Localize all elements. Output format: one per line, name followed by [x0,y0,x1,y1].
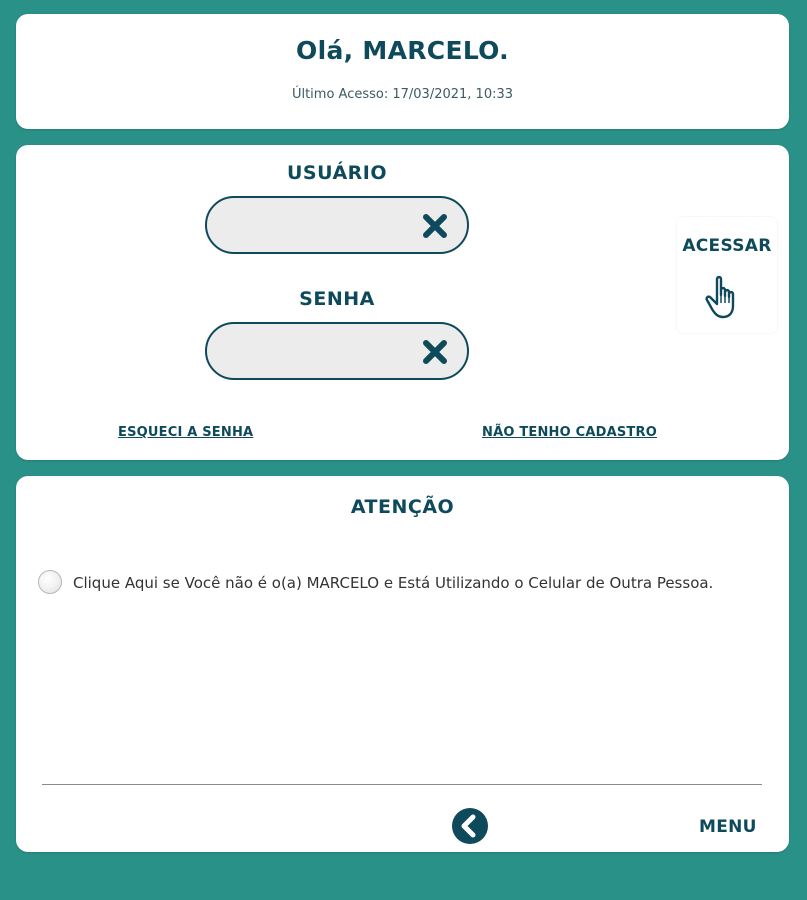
back-chevron-icon[interactable] [451,807,489,845]
access-button[interactable] [677,217,777,333]
forgot-password-link[interactable]: ESQUECI A SENHA [118,425,254,440]
hand-pointer-icon [704,275,748,321]
access-button-label: ACESSAR [682,236,772,256]
no-account-link[interactable]: NÃO TENHO CADASTRO [482,425,657,440]
not-me-radio[interactable] [38,570,62,594]
user-field[interactable] [205,196,469,254]
menu-button[interactable]: MENU [699,817,757,837]
clear-password-icon[interactable] [421,338,449,366]
footer-divider [42,784,762,785]
password-field[interactable] [205,322,469,380]
clear-user-icon[interactable] [421,212,449,240]
last-access-text: Último Acesso: 17/03/2021, 10:33 [291,87,514,102]
user-input[interactable] [225,210,419,242]
user-label: USUÁRIO [286,162,387,184]
attention-title: ATENÇÃO [350,496,455,518]
not-me-option-text[interactable]: Clique Aqui se Você não é o(a) MARCELO e Está Utilizando o Celular de Outra Pessoa. [73,574,714,592]
login-card [16,145,789,460]
password-label: SENHA [299,288,375,310]
header-card [16,14,789,129]
attention-card [16,476,789,852]
password-input[interactable] [225,336,419,368]
greeting-title: Olá, MARCELO. [296,36,509,65]
